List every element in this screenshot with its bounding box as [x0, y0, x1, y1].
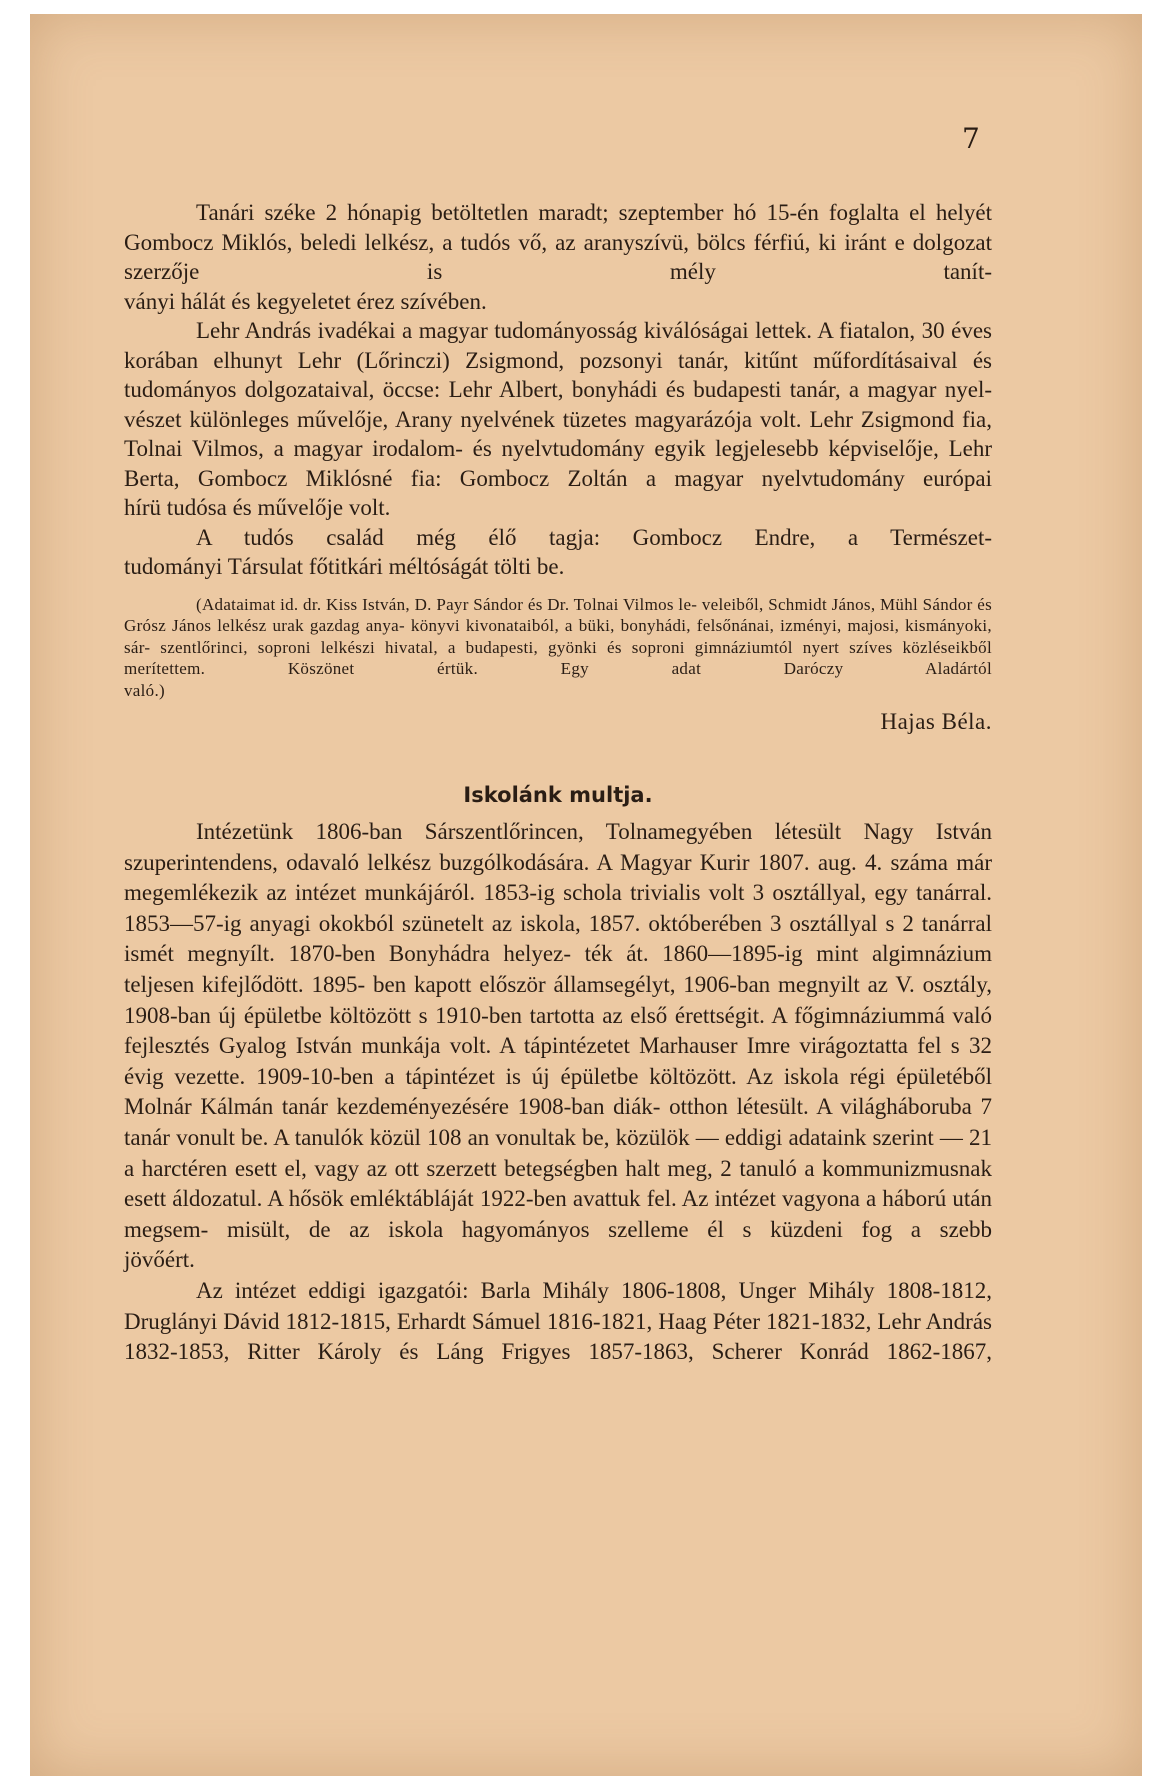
text-line: lettek. A fiatalon, 30 éves korában elhunyt Lehr (Lőrinczi) Zsigmond, [124, 318, 993, 373]
section-heading: Iskolánk multja. [463, 783, 653, 807]
text-line: Mihály 1808-1812, Druglányi Dávid 1812-1815, Erhardt Sámuel [124, 1277, 992, 1334]
text-line: Lehr András ivadékai a magyar tudományosság kiválóságai [196, 318, 749, 343]
paragraph-tanari-szeke [124, 198, 992, 287]
sources-note [124, 594, 992, 680]
note-line: könyvi kivonataiból, a büki, bonyhádi, felsőnánai, izményi, majosi, kismányoki, sár- [124, 616, 992, 657]
paragraph-tudos-csalad-end [124, 552, 992, 582]
text-line: A főgimnáziummá való fejlesztés Gyalog István munkája volt. A [124, 1002, 992, 1059]
paragraph-lehr-andras-end [124, 493, 992, 523]
sources-note-end [124, 680, 992, 702]
text-line: 1922-ben avattuk fel. Az intézet vagyona a háború után megsem- [124, 1186, 993, 1242]
page-text [124, 198, 992, 1368]
text-line: tanuló a kommunizmusnak esett áldozatul. A hősök emléktábláját [124, 1155, 993, 1212]
note-line: (Adataimat id. dr. Kiss István, D. Payr Sándor és Dr. Tolnai Vilmos le- [196, 594, 698, 614]
page-number: 7 [962, 122, 980, 155]
text-line: Intézetünk 1806-ban Sárszentlőrincen, Tolnamegyében létesült [196, 819, 842, 844]
text-line: volt. Lehr Zsigmond fia, Tolnai Vilmos, a magyar irodalom- és [124, 406, 993, 461]
text-line: Károly és Láng Frigyes 1857-1863, Scherer Konrád 1862-1867, [317, 1339, 992, 1365]
text-line: vészet különleges művelője, Arany nyelvének tüzetes magyarázója [124, 406, 753, 432]
text-line: 108 an vonultak be, közülök — eddigi adataink szerint — 21 a [124, 1124, 992, 1181]
paragraph-tanari-szeke-end [124, 287, 992, 317]
text-line: 1909-10-ben a tápintézet is új épületbe költözött. Az iskola régi [256, 1063, 886, 1089]
text-line: Tanári széke 2 hónapig betöltetlen maradt; szeptember hó 15-én [196, 200, 819, 225]
text-line: aranyszívü, bölcs férfiú, ki iránt e dolgozat szerzője is mély tanít- [124, 229, 993, 284]
text-line: Miklósné fia: Gombocz Zoltán a magyar nyelvtudomány európai [305, 465, 992, 491]
note-line: szentlőrinci, soproni lelkészi hivatal, a budapesti, gyönki és soproni gimnáziumtól [160, 637, 793, 657]
text-line: misült, de az iskola hagyományos szelleme él s küzdeni fog a szebb [226, 1216, 993, 1242]
text-line: 1908-ban új épületbe költözött s 1910-ben tartotta az első érettségit. [124, 1002, 765, 1028]
text-line: pozsonyi tanár, kitűnt műfordításaival és tudományos dolgozataival, [124, 347, 992, 402]
paragraph-igazgatok [124, 1276, 992, 1368]
text-line: harctéren esett el, vagy az ott szerzett betegségben halt meg, 2 [141, 1155, 732, 1181]
note-line: veleiből, Schmidt János, Mühl Sándor és Grósz János lelkész urak gazdag anya- [124, 594, 992, 635]
text-line: munkájáról. 1853-ig schola trivialis volt 3 osztállyal, egy tanárral. [364, 880, 992, 906]
paragraph-tudos-csalad [124, 523, 992, 553]
text-line: nyelvtudomány egyik legjelesebb képviselője, Lehr Berta, Gombocz [124, 436, 992, 491]
note-line: nyert szíves közléseikből merítettem. Köszönet értük. Egy adat Daróczy Aladártól [124, 637, 992, 678]
text-line: hírü tudósa és művelője volt. [124, 495, 391, 520]
author-signature: Hajas Béla. [880, 709, 992, 734]
text-line: ben kapott először államsegélyt, 1906-ban megnyilt az V. osztály, [372, 971, 992, 997]
text-line: ték át. 1860—1895-ig mint algimnázium teljesen kifejlődött. 1895- [124, 941, 993, 997]
paragraph-intezetunk [124, 817, 992, 1245]
text-line: Nagy István szuperintendens, odavaló lelkész buzgólkodására. A [124, 819, 992, 875]
text-line: jövőért. [124, 1247, 195, 1273]
paragraph-lehr-andras [124, 316, 992, 493]
text-line: ványi hálát és kegyeletet érez szívében. [124, 288, 487, 314]
text-line: otthon létesült. A világháboruba 7 tanár vonult be. A tanulók közül [124, 1094, 992, 1150]
text-line: tudományi Társulat főtitkári méltóságát tölti be. [124, 554, 565, 579]
text-line: 3 osztállyal s 2 tanárral ismét megnyílt. 1870-ben Bonyhádra helyez- [124, 910, 993, 967]
scanned-page [30, 14, 1142, 1776]
text-line: Az intézet eddigi igazgatói: Barla Mihály 1806-1808, Unger [196, 1277, 796, 1303]
text-line: épületéből Molnár Kálmán tanár kezdeményezésére 1908-ban diák- [124, 1063, 993, 1120]
text-line: A tudós család még élő tagja: Gombocz Endre, a Természet- [196, 524, 992, 550]
text-line: foglalta el helyét Gombocz Miklós, beledi lelkész, a tudós vő, az [124, 200, 993, 255]
text-line: öccse: Lehr Albert, bonyhádi és budapesti tanár, a magyar nyel- [382, 377, 993, 402]
text-line: Magyar Kurir 1807. aug. 4. száma már megemlékezik az intézet [124, 849, 992, 906]
paragraph-intezetunk-end [124, 1245, 992, 1276]
text-line: tápintézetet Marhauser Imre virágoztatta fel s 32 évig vezette. [124, 1033, 992, 1089]
note-line: való.) [124, 680, 165, 700]
text-line: 1816-1821, Haag Péter 1821-1832, Lehr András 1832-1853, Ritter [124, 1308, 992, 1365]
text-line: 1853—57-ig anyagi okokból szünetelt az iskola, 1857. októberében [124, 910, 763, 936]
